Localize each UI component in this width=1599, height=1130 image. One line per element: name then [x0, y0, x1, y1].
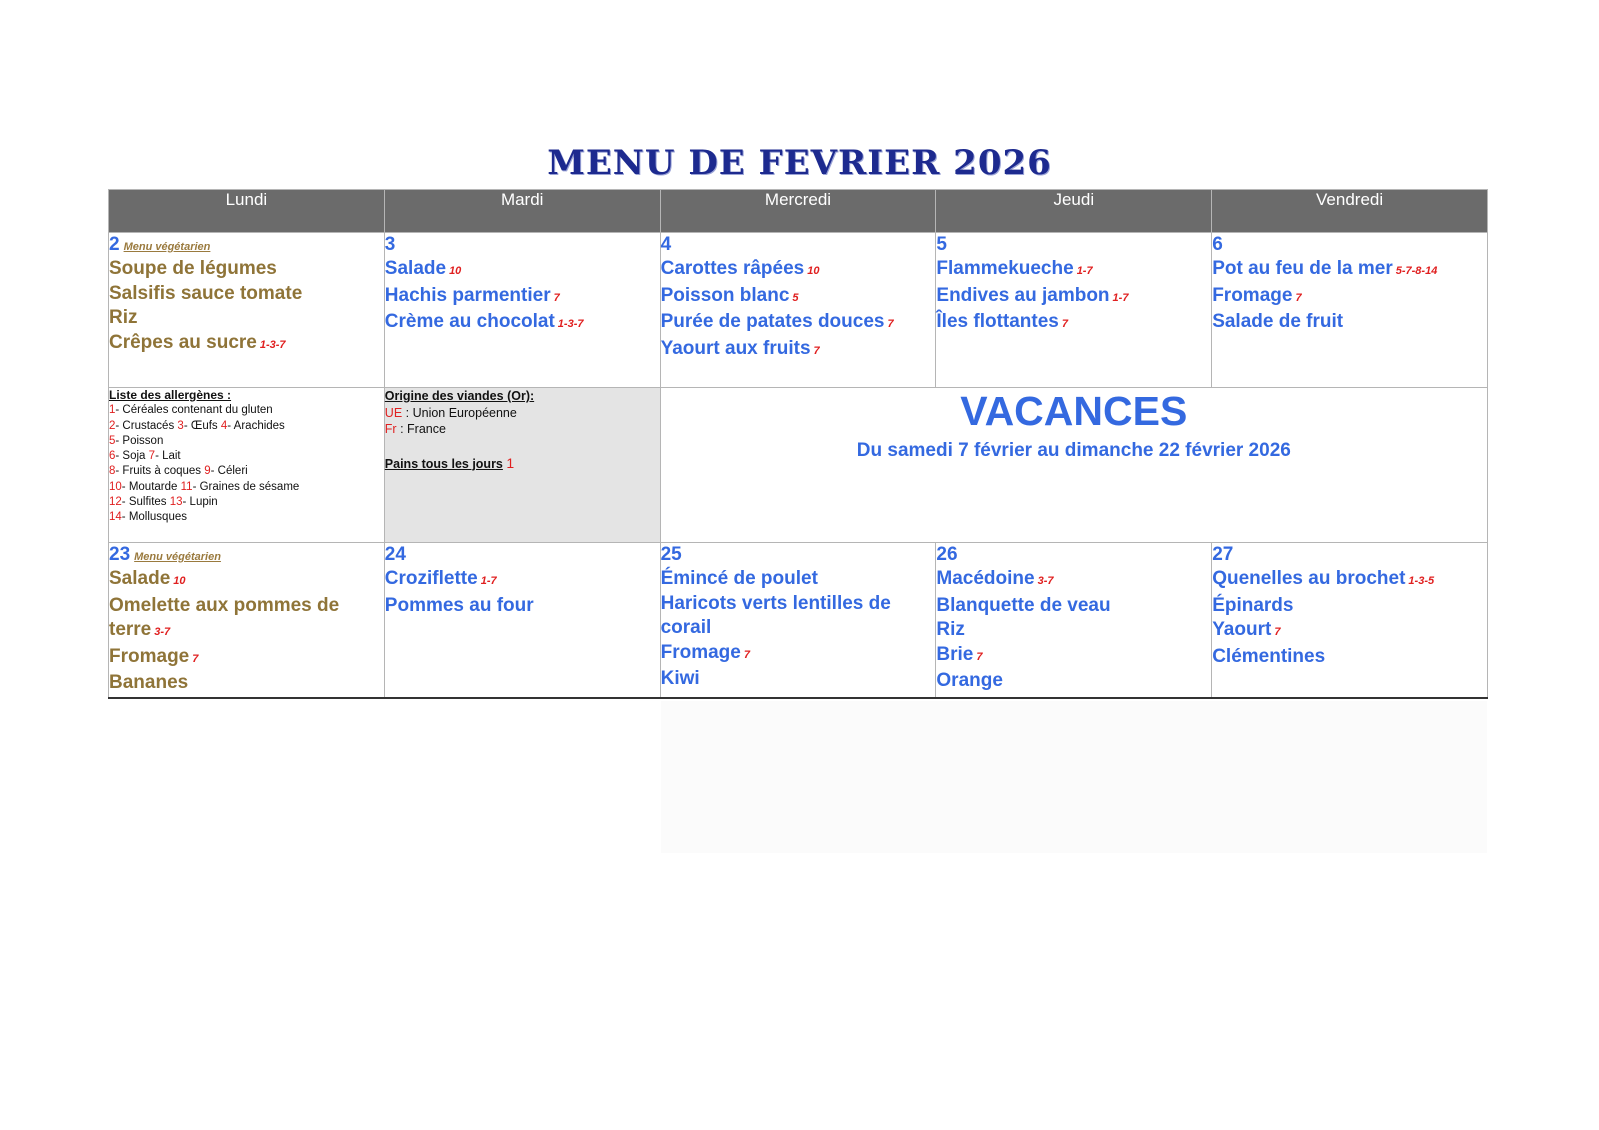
- menu-table: [108, 189, 1488, 699]
- dish-item: [385, 310, 660, 337]
- allergen-name: - Fruits à coques: [115, 465, 205, 478]
- allergen-name: - Céréales contenant du gluten: [115, 404, 273, 417]
- allergen-name: - Soja: [115, 450, 149, 463]
- header-vendredi: Vendredi: [1212, 190, 1488, 233]
- dish-name: Salade: [384, 258, 447, 279]
- allergen-name: - Moutarde: [121, 480, 181, 493]
- day-cell-3: [384, 233, 660, 388]
- dish-name: Riz: [109, 307, 138, 328]
- day-cell-24: [384, 543, 660, 699]
- dish-name: Blanquette de veau: [936, 594, 1111, 616]
- allergen-number: 9: [204, 465, 211, 478]
- day-header: [385, 543, 660, 567]
- allergen-number: 12: [109, 496, 122, 509]
- allergen-codes: 10: [807, 265, 820, 277]
- dish-name: Carottes râpées: [660, 258, 805, 279]
- dish-name: Îles flottantes: [936, 311, 1059, 332]
- day-number: 27: [1212, 544, 1234, 565]
- day-header: [936, 233, 1211, 257]
- meat-origin-box: [384, 388, 660, 543]
- allergen-legend-line: [109, 495, 384, 510]
- allergen-name: - Graines de sésame: [192, 480, 300, 493]
- day-header: [661, 233, 936, 257]
- dish-name: Fromage: [1212, 284, 1293, 306]
- faint-background-block: [661, 701, 1487, 853]
- dish-item: [109, 282, 384, 307]
- allergen-number: 8: [109, 465, 116, 478]
- allergen-number: 1: [109, 404, 116, 417]
- allergen-number: 4: [220, 419, 228, 432]
- dish-item: [936, 257, 1211, 284]
- dish-name: Crème au chocolat: [384, 311, 555, 332]
- origin-ue: [385, 405, 660, 422]
- day-number: 2: [109, 234, 120, 255]
- dish-name: Croziflette: [384, 568, 478, 589]
- allergen-number: 2: [109, 419, 116, 432]
- week-2-row: [109, 543, 1488, 699]
- dish-item: [1212, 594, 1487, 619]
- dish-name: Pommes au four: [384, 594, 534, 616]
- origin-ue-code: UE: [384, 405, 403, 420]
- dish-item: [661, 641, 936, 668]
- allergen-codes: 7: [1274, 626, 1281, 638]
- allergen-number: 5: [109, 434, 116, 447]
- bread-note: [385, 455, 660, 473]
- allergen-codes: 7: [192, 652, 199, 665]
- allergen-name: - Sulfites: [121, 496, 170, 509]
- allergen-codes: 1-7: [1076, 265, 1093, 277]
- meat-origin-title: Origine des viandes (Or):: [384, 389, 535, 403]
- day-header: [1212, 233, 1487, 257]
- dish-item: [936, 284, 1211, 311]
- allergen-number: 11: [180, 480, 193, 493]
- allergen-codes: 7: [813, 344, 820, 357]
- dish-item: [661, 592, 936, 641]
- origin-ue-label: : Union Européenne: [402, 405, 517, 420]
- dish-name: Clémentines: [1212, 645, 1326, 667]
- dish-item: [1212, 284, 1487, 311]
- vegetarian-tag: Menu végétarien: [134, 551, 221, 563]
- allergen-legend-line: [109, 419, 384, 434]
- dish-name: Yaourt aux fruits: [660, 337, 811, 359]
- dish-item: [936, 669, 1211, 694]
- week-1-row: [109, 233, 1488, 388]
- dish-name: Haricots verts lentilles de corail: [660, 592, 891, 638]
- page-title: MENU DE FEVRIER 2026: [547, 143, 1052, 183]
- allergen-name: - Poisson: [115, 434, 164, 447]
- allergen-codes: 1-7: [1112, 291, 1129, 304]
- allergen-name: - Mollusques: [121, 511, 187, 524]
- dish-name: Salsifis sauce tomate: [109, 282, 303, 304]
- allergen-codes: 7: [976, 650, 983, 663]
- dish-name: Fromage: [660, 641, 741, 663]
- origin-fr-code: Fr: [384, 422, 397, 436]
- dish-name: Yaourt: [1212, 619, 1272, 640]
- dish-item: [109, 645, 384, 672]
- dish-item: [109, 671, 384, 696]
- day-number: 23: [109, 544, 131, 565]
- allergen-legend-line: [109, 434, 384, 449]
- allergen-codes: 1-3-7: [557, 318, 584, 330]
- dish-name: Salade de fruit: [1212, 311, 1344, 332]
- day-header: [109, 543, 384, 567]
- allergen-legend-title: Liste des allergènes :: [109, 388, 232, 402]
- allergen-codes: 3-7: [154, 626, 171, 638]
- day-number: 4: [660, 234, 672, 255]
- allergen-legend-line: [109, 449, 384, 464]
- header-lundi: Lundi: [109, 190, 385, 233]
- dish-name: Endives au jambon: [936, 284, 1110, 306]
- dish-name: Poisson blanc: [660, 284, 790, 306]
- day-header: [109, 233, 384, 257]
- bread-label: Pains tous les jours: [384, 456, 503, 471]
- day-cell-27: [1212, 543, 1488, 699]
- allergen-number: 6: [109, 450, 116, 463]
- allergen-codes: 5-7-8-14: [1395, 265, 1438, 277]
- allergen-legend-line: [109, 480, 384, 495]
- allergen-legend: [109, 388, 385, 543]
- dish-item: [1212, 310, 1487, 335]
- vacances-subtitle: Du samedi 7 février au dimanche 22 février 2026: [856, 440, 1291, 461]
- allergen-codes: 10: [449, 265, 462, 277]
- dish-item: [661, 257, 936, 284]
- allergen-codes: 5: [792, 291, 799, 304]
- dish-name: Soupe de légumes: [109, 258, 277, 279]
- dish-name: Macédoine: [936, 568, 1035, 589]
- day-cell-26: [936, 543, 1212, 699]
- day-number: 6: [1212, 234, 1223, 255]
- day-cell-4: [660, 233, 936, 388]
- dish-item: [109, 567, 384, 594]
- allergen-number: 3: [177, 419, 184, 432]
- day-number: 24: [384, 544, 406, 565]
- allergen-legend-line: [109, 403, 384, 418]
- day-cell-23: [109, 543, 385, 699]
- allergen-number: 10: [109, 480, 122, 493]
- dish-name: Brie: [936, 643, 974, 665]
- dish-name: Purée de patates douces: [660, 311, 885, 332]
- vacances-title: VACANCES: [960, 388, 1188, 434]
- day-number: 25: [660, 544, 682, 565]
- header-row: [109, 190, 1488, 233]
- dish-item: [661, 284, 936, 311]
- dish-name: Bananes: [109, 672, 189, 693]
- allergen-name: - Céleri: [210, 465, 248, 478]
- dish-item: [661, 667, 936, 692]
- allergen-codes: 10: [173, 575, 186, 587]
- allergen-codes: 3-7: [1037, 575, 1054, 587]
- dish-item: [1212, 567, 1487, 594]
- header-mercredi: Mercredi: [660, 190, 936, 233]
- dish-item: [1212, 645, 1487, 670]
- day-header: [385, 233, 660, 257]
- allergen-name: - Arachides: [227, 419, 285, 432]
- dish-item: [936, 310, 1211, 337]
- day-header: [936, 543, 1211, 567]
- dish-name: Riz: [936, 619, 965, 640]
- allergen-name: - Œufs: [183, 419, 221, 432]
- day-header: [1212, 543, 1487, 567]
- info-row: [109, 388, 1488, 543]
- allergen-number: 13: [169, 496, 183, 509]
- allergen-codes: 7: [1061, 318, 1068, 330]
- allergen-legend-line: [109, 464, 384, 479]
- allergen-codes: 7: [553, 291, 560, 304]
- dish-name: Crêpes au sucre: [109, 331, 257, 353]
- day-cell-25: [660, 543, 936, 699]
- day-cell-2: [109, 233, 385, 388]
- dish-item: [385, 257, 660, 284]
- day-cell-5: [936, 233, 1212, 388]
- dish-item: [109, 331, 384, 358]
- dish-item: [661, 567, 936, 592]
- allergen-name: - Crustacés: [115, 419, 178, 432]
- dish-name: Quenelles au brochet: [1212, 568, 1406, 589]
- dish-item: [109, 257, 384, 282]
- dish-item: [385, 284, 660, 311]
- dish-name: Omelette aux pommes de terre: [109, 594, 340, 640]
- dish-item: [661, 337, 936, 364]
- vacances-banner: [660, 388, 1487, 543]
- allergen-name: - Lait: [155, 450, 181, 463]
- dish-name: Pot au feu de la mer: [1212, 258, 1393, 279]
- allergen-codes: 7: [887, 318, 894, 330]
- allergen-codes: 7: [743, 648, 750, 661]
- dish-item: [936, 618, 1211, 643]
- allergen-codes: 1-3-5: [1408, 575, 1435, 587]
- allergen-codes: 1-7: [480, 575, 497, 587]
- dish-name: Hachis parmentier: [384, 284, 551, 306]
- dish-name: Émincé de poulet: [660, 568, 818, 589]
- dish-item: [109, 306, 384, 331]
- origin-fr-label: : France: [396, 422, 446, 436]
- dish-name: Kiwi: [660, 668, 700, 689]
- dish-item: [936, 643, 1211, 670]
- dish-item: [1212, 618, 1487, 645]
- vegetarian-tag: Menu végétarien: [123, 241, 211, 253]
- allergen-legend-list: [109, 403, 384, 525]
- dish-item: [385, 567, 660, 594]
- dish-name: Orange: [936, 670, 1003, 691]
- origin-fr: [385, 421, 660, 438]
- day-number: 5: [936, 234, 947, 255]
- dish-name: Salade: [109, 568, 171, 589]
- dish-item: [1212, 257, 1487, 284]
- header-jeudi: Jeudi: [936, 190, 1212, 233]
- dish-item: [936, 567, 1211, 594]
- day-header: [661, 543, 936, 567]
- dish-name: Épinards: [1212, 594, 1294, 616]
- dish-item: [661, 310, 936, 337]
- day-cell-6: [1212, 233, 1488, 388]
- allergen-legend-line: [109, 510, 384, 525]
- dish-item: [385, 594, 660, 619]
- bread-allergen: 1: [506, 454, 515, 471]
- allergen-number: 7: [148, 450, 156, 463]
- dish-name: Flammekueche: [936, 258, 1074, 279]
- dish-item: [109, 594, 384, 645]
- dish-item: [936, 594, 1211, 619]
- day-number: 3: [384, 234, 396, 255]
- allergen-codes: 1-3-7: [259, 338, 286, 351]
- day-number: 26: [936, 544, 958, 565]
- allergen-name: - Lupin: [182, 496, 218, 509]
- allergen-number: 14: [109, 511, 122, 524]
- dish-name: Fromage: [109, 645, 190, 667]
- allergen-codes: 7: [1295, 291, 1302, 304]
- header-mardi: Mardi: [384, 190, 660, 233]
